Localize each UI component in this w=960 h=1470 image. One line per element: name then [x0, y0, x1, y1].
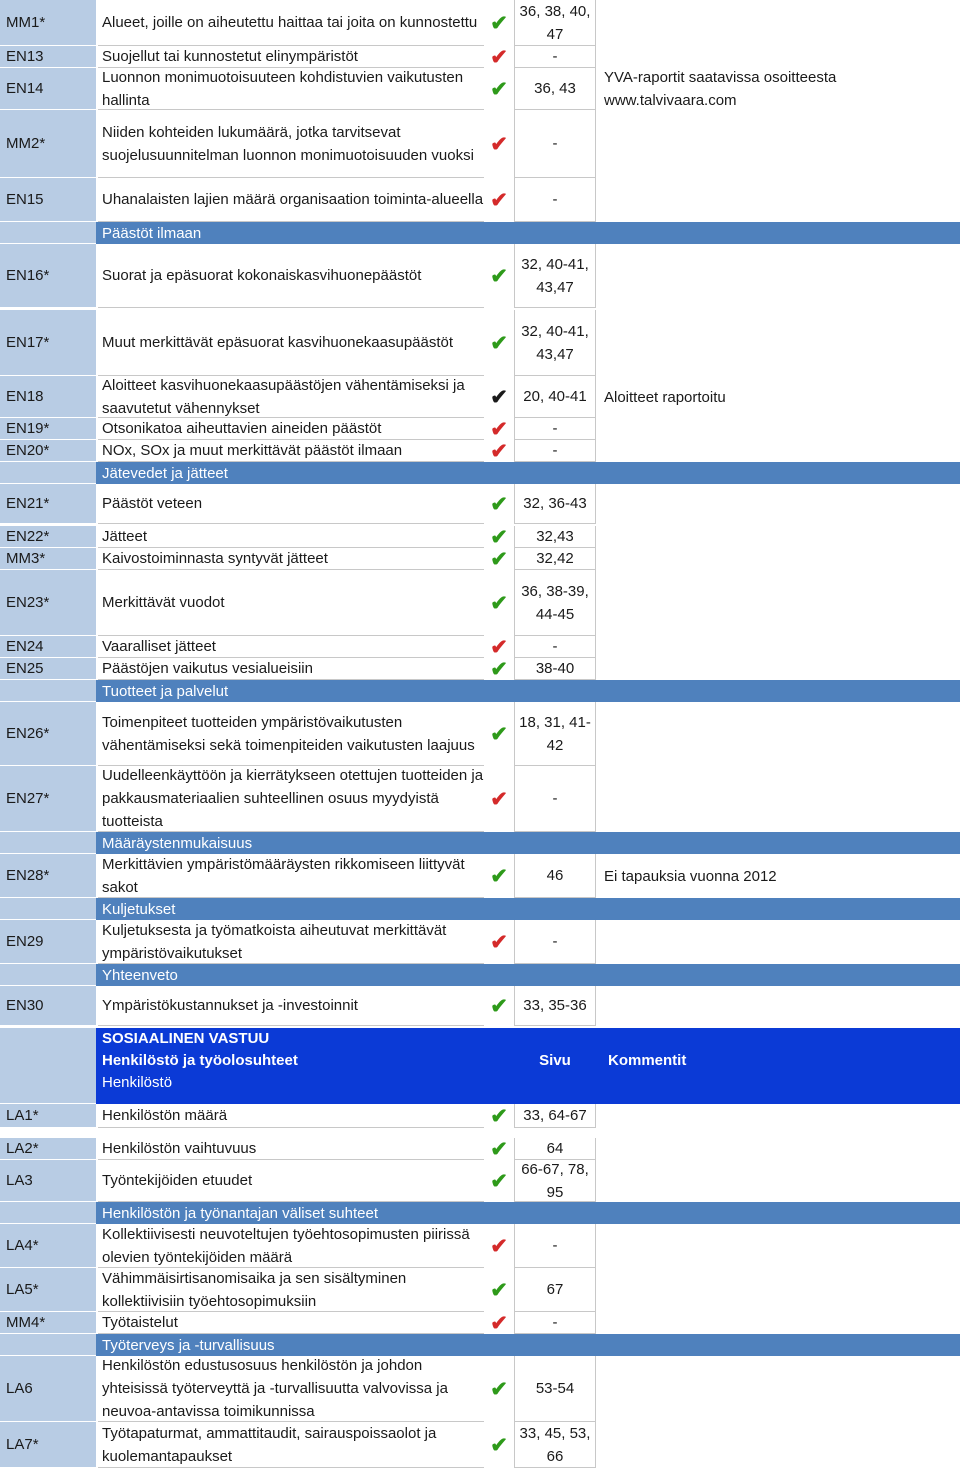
table-row [0, 548, 960, 570]
check-yellow-icon: ✔ [490, 385, 508, 409]
page-reference: 38-40 [514, 658, 596, 680]
section-label: Työterveys ja -turvallisuus [102, 1336, 275, 1354]
indicator-description: Työtaistelut [98, 1312, 484, 1334]
code-cell [0, 832, 96, 854]
table-row [0, 986, 960, 1026]
table-row [0, 1268, 960, 1312]
status-cell [484, 570, 514, 636]
table-row [0, 766, 960, 832]
check-green-icon: ✔ [490, 264, 508, 288]
status-cell [484, 1268, 514, 1312]
header-comment-label: Kommentit [608, 1052, 687, 1069]
indicator-code: EN25 [0, 658, 96, 680]
status-cell [484, 376, 514, 418]
table-row [0, 0, 960, 46]
indicator-description: Työntekijöiden etuudet [98, 1160, 484, 1202]
page-reference: 32, 36-43 [514, 484, 596, 524]
section-label: Päästöt ilmaan [102, 224, 202, 242]
indicator-code: MM4* [0, 1312, 96, 1334]
status-cell [484, 418, 514, 440]
table-row [0, 484, 960, 524]
indicator-description: Kaivostoiminnasta syntyvät jätteet [98, 548, 484, 570]
status-cell [484, 636, 514, 658]
section-label: Jätevedet ja jätteet [102, 464, 228, 482]
table-row [0, 376, 960, 418]
check-red-icon: ✔ [490, 439, 508, 463]
page-reference: - [514, 920, 596, 964]
check-green-icon: ✔ [490, 722, 508, 746]
table-row [0, 178, 960, 222]
status-cell [484, 548, 514, 570]
check-green-icon: ✔ [490, 77, 508, 101]
code-cell [0, 1028, 96, 1104]
indicator-description: Työtapaturmat, ammattitaudit, sairauspoissaolot ja kuolemantapaukset [98, 1422, 484, 1468]
status-cell [484, 702, 514, 766]
indicator-description: Vaaralliset jätteet [98, 636, 484, 658]
status-cell [484, 110, 514, 178]
indicator-code: EN19* [0, 418, 96, 440]
page-reference: - [514, 110, 596, 178]
page-reference: - [514, 418, 596, 440]
check-green-icon: ✔ [490, 591, 508, 615]
indicator-code: EN16* [0, 244, 96, 308]
table-row [0, 244, 960, 308]
table-row [0, 110, 960, 178]
code-cell [0, 898, 96, 920]
table-row [0, 1104, 960, 1128]
indicator-description: Otsonikatoa aiheuttavien aineiden päästöt [98, 418, 484, 440]
check-green-icon: ✔ [490, 657, 508, 681]
status-cell [484, 920, 514, 964]
table-row [0, 1356, 960, 1422]
indicator-code: LA2* [0, 1138, 96, 1160]
header-title: SOSIAALINEN VASTUU [102, 1030, 270, 1047]
indicator-description: Henkilöstön edustusosuus henkilöstön ja johdon yhteisissä työterveyttä ja -turvallisuutta valvovissa ja neuvoa-antavissa toimikunnissa [98, 1356, 484, 1422]
indicator-description: NOx, SOx ja muut merkittävät päästöt ilmaan [98, 440, 484, 462]
section-label: Tuotteet ja palvelut [102, 682, 229, 700]
indicator-description: Vähimmäisirtisanomisaika ja sen sisältyminen kollektiivisiin työehtosopimuksiin [98, 1268, 484, 1312]
section-row [0, 222, 960, 244]
code-cell [0, 964, 96, 986]
check-red-icon: ✔ [490, 1234, 508, 1258]
check-green-icon: ✔ [490, 1169, 508, 1193]
page-reference: 33, 64-67 [514, 1104, 596, 1128]
header-titles [98, 1028, 498, 1094]
table-row [0, 854, 960, 898]
header-page-label: Sivu [539, 1052, 571, 1069]
status-cell [484, 1104, 514, 1128]
status-cell [484, 1312, 514, 1334]
page-reference: - [514, 1312, 596, 1334]
page-reference: 36, 43 [514, 68, 596, 110]
table-row [0, 310, 960, 376]
table-header-row [0, 1028, 960, 1104]
table-row [0, 440, 960, 462]
check-red-icon: ✔ [490, 930, 508, 954]
section-row [0, 964, 960, 986]
check-red-icon: ✔ [490, 787, 508, 811]
page-reference: - [514, 636, 596, 658]
indicator-code: EN15 [0, 178, 96, 222]
indicator-description: Kollektiivisesti neuvoteltujen työehtosopimusten piirissä olevien työntekijöiden määrä [98, 1224, 484, 1268]
status-cell [484, 178, 514, 222]
table-row [0, 920, 960, 964]
indicator-description: Kuljetuksesta ja työmatkoista aiheutuvat merkittävät ympäristövaikutukset [98, 920, 484, 964]
indicator-code: EN26* [0, 702, 96, 766]
check-green-icon: ✔ [490, 1137, 508, 1161]
page-reference: 18, 31, 41-42 [514, 702, 596, 766]
status-cell [484, 1224, 514, 1268]
check-red-icon: ✔ [490, 132, 508, 156]
indicator-description: Päästöjen vaikutus vesialueisiin [98, 658, 484, 680]
indicator-code: MM3* [0, 548, 96, 570]
check-green-icon: ✔ [490, 1278, 508, 1302]
indicator-description: Luonnon monimuotoisuuteen kohdistuvien vaikutusten hallinta [98, 68, 484, 110]
table-row [0, 702, 960, 766]
table-row [0, 1138, 960, 1160]
page-reference: 33, 35-36 [514, 986, 596, 1026]
section-label: Kuljetukset [102, 900, 176, 918]
indicator-code: LA1* [0, 1104, 96, 1128]
page-reference: - [514, 1224, 596, 1268]
code-cell [0, 462, 96, 484]
table-row [0, 68, 960, 110]
indicator-description: Merkittävät vuodot [98, 570, 484, 636]
page-reference: - [514, 178, 596, 222]
check-green-icon: ✔ [490, 994, 508, 1018]
page-reference: 20, 40-41 [514, 376, 596, 418]
indicator-code: EN29 [0, 920, 96, 964]
status-cell [484, 46, 514, 68]
indicator-description: Suorat ja epäsuorat kokonaiskasvihuonepäästöt [98, 244, 484, 308]
check-green-icon: ✔ [490, 525, 508, 549]
status-cell [484, 244, 514, 308]
check-green-icon: ✔ [490, 1377, 508, 1401]
page-reference: 32,43 [514, 526, 596, 548]
indicator-code: EN28* [0, 854, 96, 898]
section-row [0, 832, 960, 854]
section-row [0, 1202, 960, 1224]
indicator-description: Niiden kohteiden lukumäärä, jotka tarvitsevat suojelusuunnitelman luonnon monimuotoisuuden vuoksi [98, 110, 484, 178]
status-cell [484, 658, 514, 680]
indicator-description: Ympäristökustannukset ja -investoinnit [98, 986, 484, 1026]
check-red-icon: ✔ [490, 635, 508, 659]
status-cell [484, 766, 514, 832]
indicator-description: Suojellut tai kunnostetut elinympäristöt [98, 46, 484, 68]
check-red-icon: ✔ [490, 188, 508, 212]
indicator-code: LA4* [0, 1224, 96, 1268]
status-cell [484, 0, 514, 46]
table-row [0, 1422, 960, 1468]
page-reference: - [514, 766, 596, 832]
page-reference: 36, 38, 40, 47 [514, 0, 596, 46]
indicator-code: EN30 [0, 986, 96, 1026]
page-reference: - [514, 46, 596, 68]
code-cell [0, 222, 96, 244]
status-cell [484, 986, 514, 1026]
indicator-code: EN18 [0, 376, 96, 418]
indicator-description: Henkilöstön vaihtuvuus [98, 1138, 484, 1160]
header-subtitle: Henkilöstö ja työolosuhteet [102, 1052, 298, 1069]
indicator-code: EN14 [0, 68, 96, 110]
table-row [0, 570, 960, 636]
indicator-code: EN20* [0, 440, 96, 462]
page-reference: 32, 40-41, 43,47 [514, 244, 596, 308]
indicator-code: EN13 [0, 46, 96, 68]
table-row [0, 1160, 960, 1202]
section-row [0, 898, 960, 920]
table-row [0, 1224, 960, 1268]
status-cell [484, 854, 514, 898]
page-reference: 66-67, 78, 95 [514, 1160, 596, 1202]
code-cell [0, 1202, 96, 1224]
section-row [0, 1334, 960, 1356]
check-green-icon: ✔ [490, 1433, 508, 1457]
table-row [0, 526, 960, 548]
check-green-icon: ✔ [490, 1104, 508, 1128]
check-green-icon: ✔ [490, 864, 508, 888]
section-label: Henkilöstön ja työnantajan väliset suhteet [102, 1204, 379, 1222]
indicator-code: EN27* [0, 766, 96, 832]
status-cell [484, 526, 514, 548]
status-cell [484, 1356, 514, 1422]
indicator-description: Henkilöstön määrä [98, 1104, 484, 1128]
status-cell [484, 484, 514, 524]
header-section-label: Henkilöstö [102, 1074, 173, 1091]
indicator-code: LA5* [0, 1268, 96, 1312]
indicator-description: Aloitteet kasvihuonekaasupäästöjen vähentämiseksi ja saavutetut vähennykset [98, 376, 484, 418]
status-cell [484, 1160, 514, 1202]
indicator-description: Jätteet [98, 526, 484, 548]
check-green-icon: ✔ [490, 547, 508, 571]
indicator-description: Alueet, joille on aiheutettu haittaa tai joita on kunnostettu [98, 0, 484, 46]
indicator-description: Uudelleenkäyttöön ja kierrätykseen otettujen tuotteiden ja pakkausmateriaalien suhteellinen osuus myydyistä tuotteista [98, 766, 484, 832]
indicator-code: LA6 [0, 1356, 96, 1422]
table-row [0, 658, 960, 680]
page-reference: 36, 38-39, 44-45 [514, 570, 596, 636]
indicator-description: Päästöt veteen [98, 484, 484, 524]
page-reference: 32, 40-41, 43,47 [514, 310, 596, 376]
section-label: Yhteenveto [102, 966, 178, 984]
status-cell [484, 310, 514, 376]
section-row [0, 462, 960, 484]
table-row [0, 418, 960, 440]
section-row [0, 680, 960, 702]
indicator-code: MM1* [0, 0, 96, 46]
indicator-code: EN22* [0, 526, 96, 548]
indicator-code: EN24 [0, 636, 96, 658]
indicator-description: Muut merkittävät epäsuorat kasvihuonekaasupäästöt [98, 310, 484, 376]
status-cell [484, 68, 514, 110]
check-green-icon: ✔ [490, 331, 508, 355]
indicator-code: EN23* [0, 570, 96, 636]
code-cell [0, 680, 96, 702]
page-reference: 67 [514, 1268, 596, 1312]
check-red-icon: ✔ [490, 1311, 508, 1335]
check-red-icon: ✔ [490, 417, 508, 441]
page-reference: 32,42 [514, 548, 596, 570]
status-cell [484, 440, 514, 462]
comment: Ei tapauksia vuonna 2012 [604, 867, 777, 885]
table-row [0, 636, 960, 658]
indicator-code: LA3 [0, 1160, 96, 1202]
indicator-code: LA7* [0, 1422, 96, 1468]
comment: YVA-raportit saatavissa osoitteesta www.talvivaara.com [604, 69, 837, 109]
indicator-description: Toimenpiteet tuotteiden ympäristövaikutusten vähentämiseksi sekä toimenpiteiden vaikutusten laajuus [98, 702, 484, 766]
indicator-description: Uhanalaisten lajien määrä organisaation toiminta-alueella [98, 178, 484, 222]
check-red-icon: ✔ [490, 45, 508, 69]
page-reference: 64 [514, 1138, 596, 1160]
page-reference: 53-54 [514, 1356, 596, 1422]
page-reference: 33, 45, 53, 66 [514, 1422, 596, 1468]
indicator-description: Merkittävien ympäristömääräysten rikkomiseen liittyvät sakot [98, 854, 484, 898]
status-cell [484, 1422, 514, 1468]
page-reference: 46 [514, 854, 596, 898]
check-green-icon: ✔ [490, 492, 508, 516]
indicator-code: MM2* [0, 110, 96, 178]
comment: Aloitteet raportoitu [604, 388, 726, 406]
page-reference: - [514, 440, 596, 462]
status-cell [484, 1138, 514, 1160]
indicator-code: EN21* [0, 484, 96, 524]
table-row [0, 1312, 960, 1334]
indicator-code: EN17* [0, 310, 96, 376]
section-label: Määräystenmukaisuus [102, 834, 253, 852]
check-green-icon: ✔ [490, 11, 508, 35]
code-cell [0, 1334, 96, 1356]
